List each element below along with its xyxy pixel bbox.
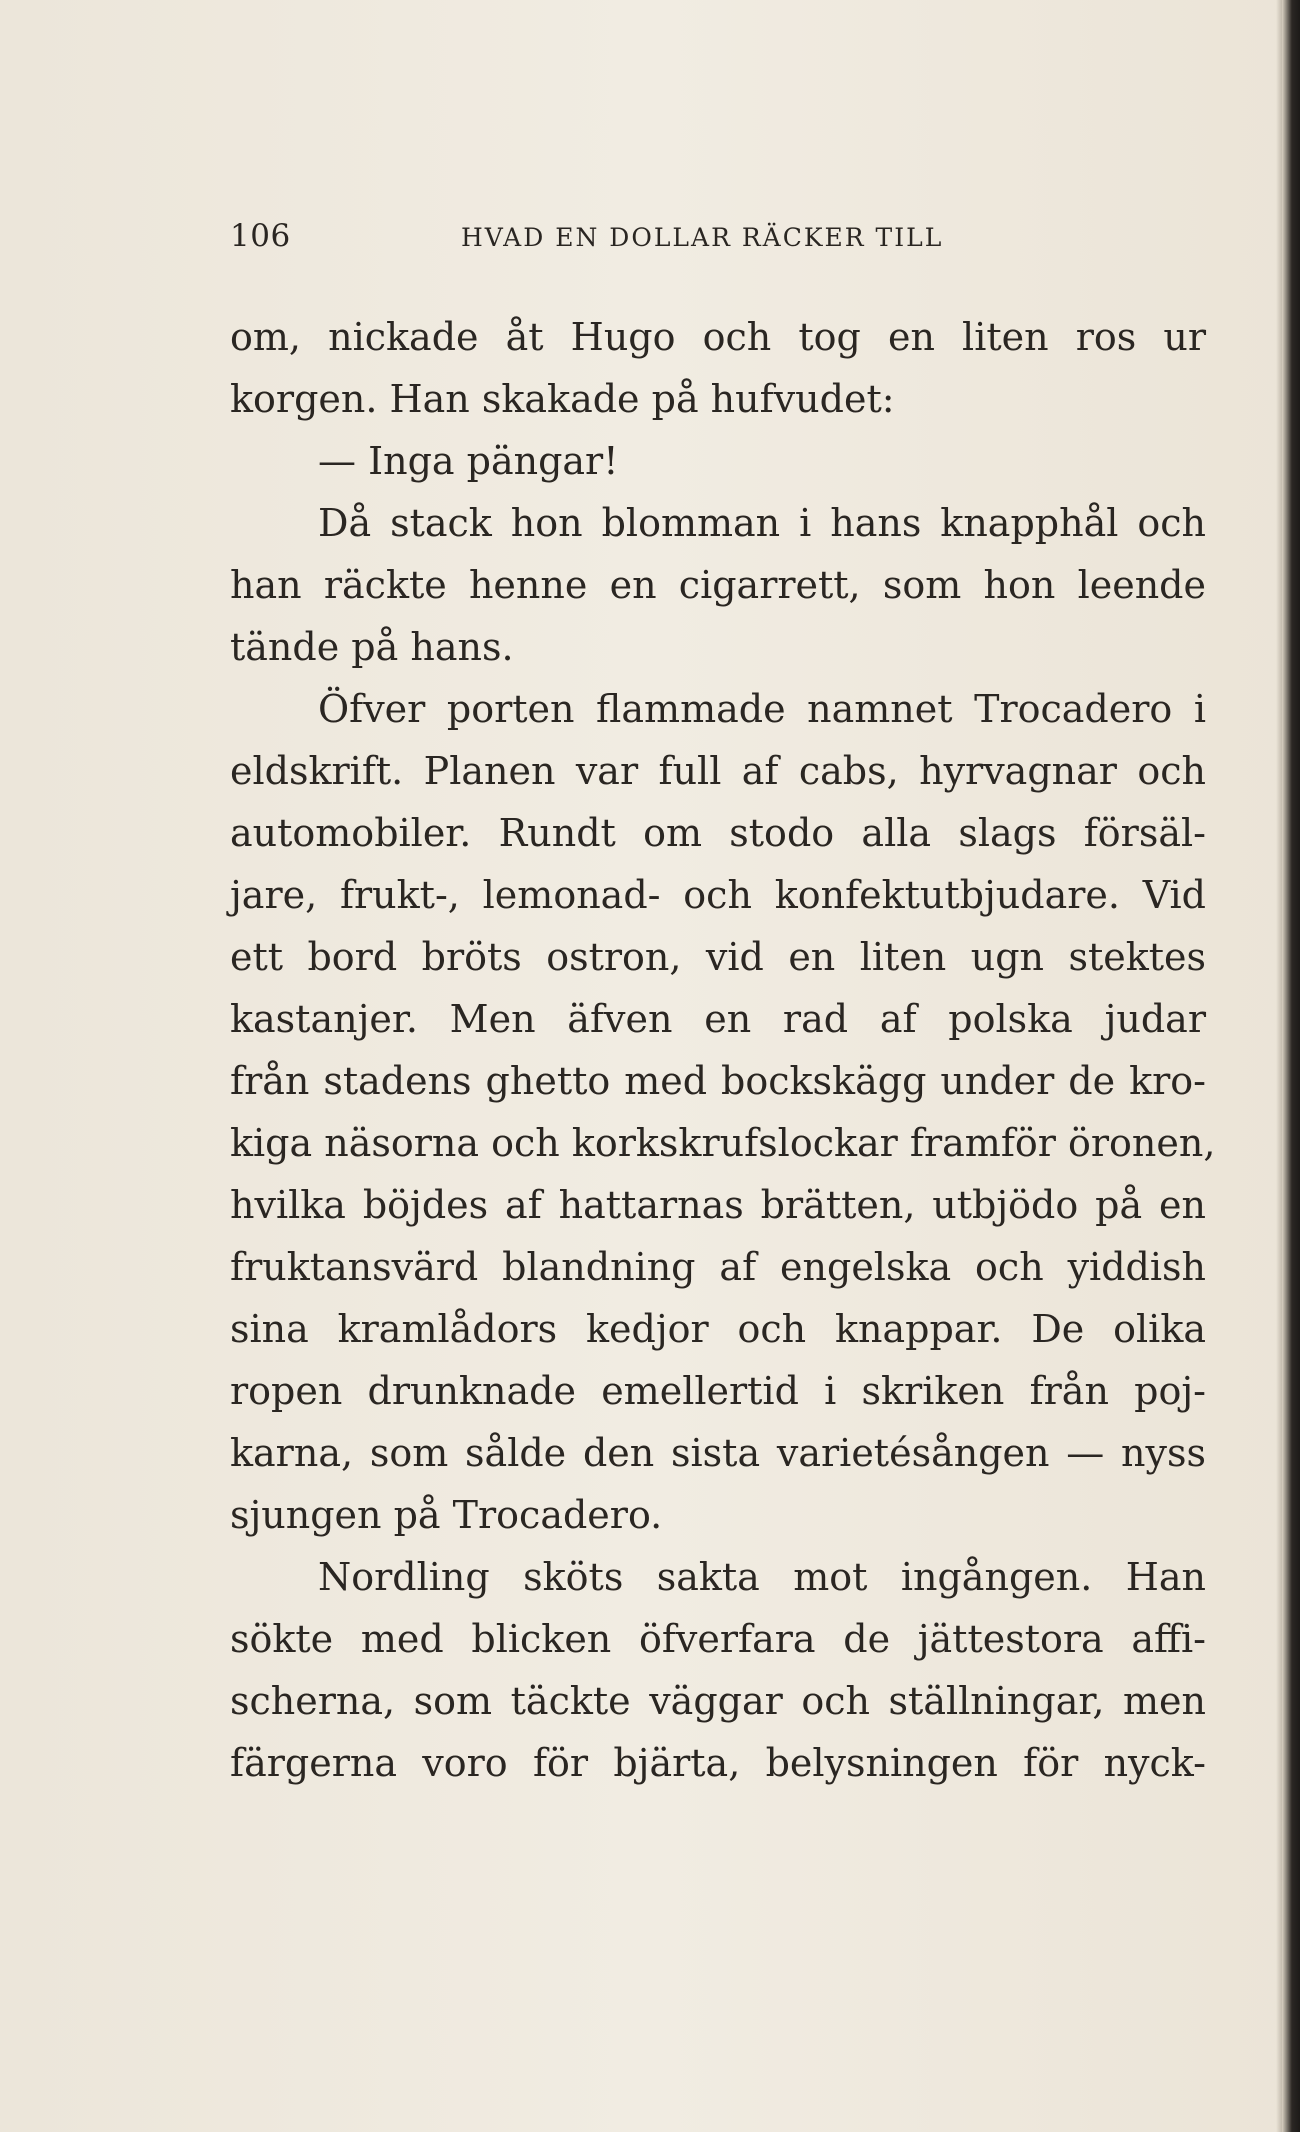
text-line: tände på hans. xyxy=(230,625,514,669)
running-title: HVAD EN DOLLAR RÄCKER TILL xyxy=(461,223,944,252)
text-line: Nordling sköts sakta mot ingången. Han xyxy=(318,1555,1206,1599)
page-edge xyxy=(1282,0,1300,2132)
text-line: korgen. Han skakade på hufvudet: xyxy=(230,377,895,421)
text-line: ett bord bröts ostron, vid en liten ugn stektes xyxy=(230,935,1206,979)
text-line: från stadens ghetto med bockskägg under de kro- xyxy=(230,1059,1206,1103)
page-number: 106 xyxy=(230,218,291,254)
text-line: Öfver porten flammade namnet Trocadero i xyxy=(318,687,1206,731)
text-line: scherna, som täckte väggar och ställningar, men xyxy=(230,1679,1206,1723)
text-line: — Inga pängar! xyxy=(318,439,619,483)
text-line: kiga näsorna och korkskrufslockar framför öronen, xyxy=(230,1121,1216,1165)
text-line: jare, frukt-, lemonad- och konfektutbjudare. Vid xyxy=(230,873,1206,917)
text-line: ropen drunknade emellertid i skriken från poj- xyxy=(230,1369,1206,1413)
body-text xyxy=(230,306,1216,1794)
text-line: fruktansvärd blandning af engelska och yiddish xyxy=(230,1245,1206,1289)
text-line: om, nickade åt Hugo och tog en liten ros ur xyxy=(230,315,1206,359)
text-line: sjungen på Trocadero. xyxy=(230,1493,663,1537)
text-line: Då stack hon blomman i hans knapphål och xyxy=(318,501,1206,545)
text-line: automobiler. Rundt om stodo alla slags försäl- xyxy=(230,811,1206,855)
text-line: hvilka böjdes af hattarnas brätten, utbjödo på en xyxy=(230,1183,1206,1227)
text-line: kastanjer. Men äfven en rad af polska judar xyxy=(230,997,1206,1041)
running-head xyxy=(230,214,990,258)
text-line: sina kramlådors kedjor och knappar. De olika xyxy=(230,1307,1206,1351)
text-line: färgerna voro för bjärta, belysningen för nyck- xyxy=(230,1741,1206,1785)
text-line: eldskrift. Planen var full af cabs, hyrvagnar och xyxy=(230,749,1206,793)
text-line: han räckte henne en cigarrett, som hon leende xyxy=(230,563,1206,607)
text-line: karna, som sålde den sista varietésången — nyss xyxy=(230,1431,1206,1475)
text-line: sökte med blicken öfverfara de jättestora affi- xyxy=(230,1617,1206,1661)
